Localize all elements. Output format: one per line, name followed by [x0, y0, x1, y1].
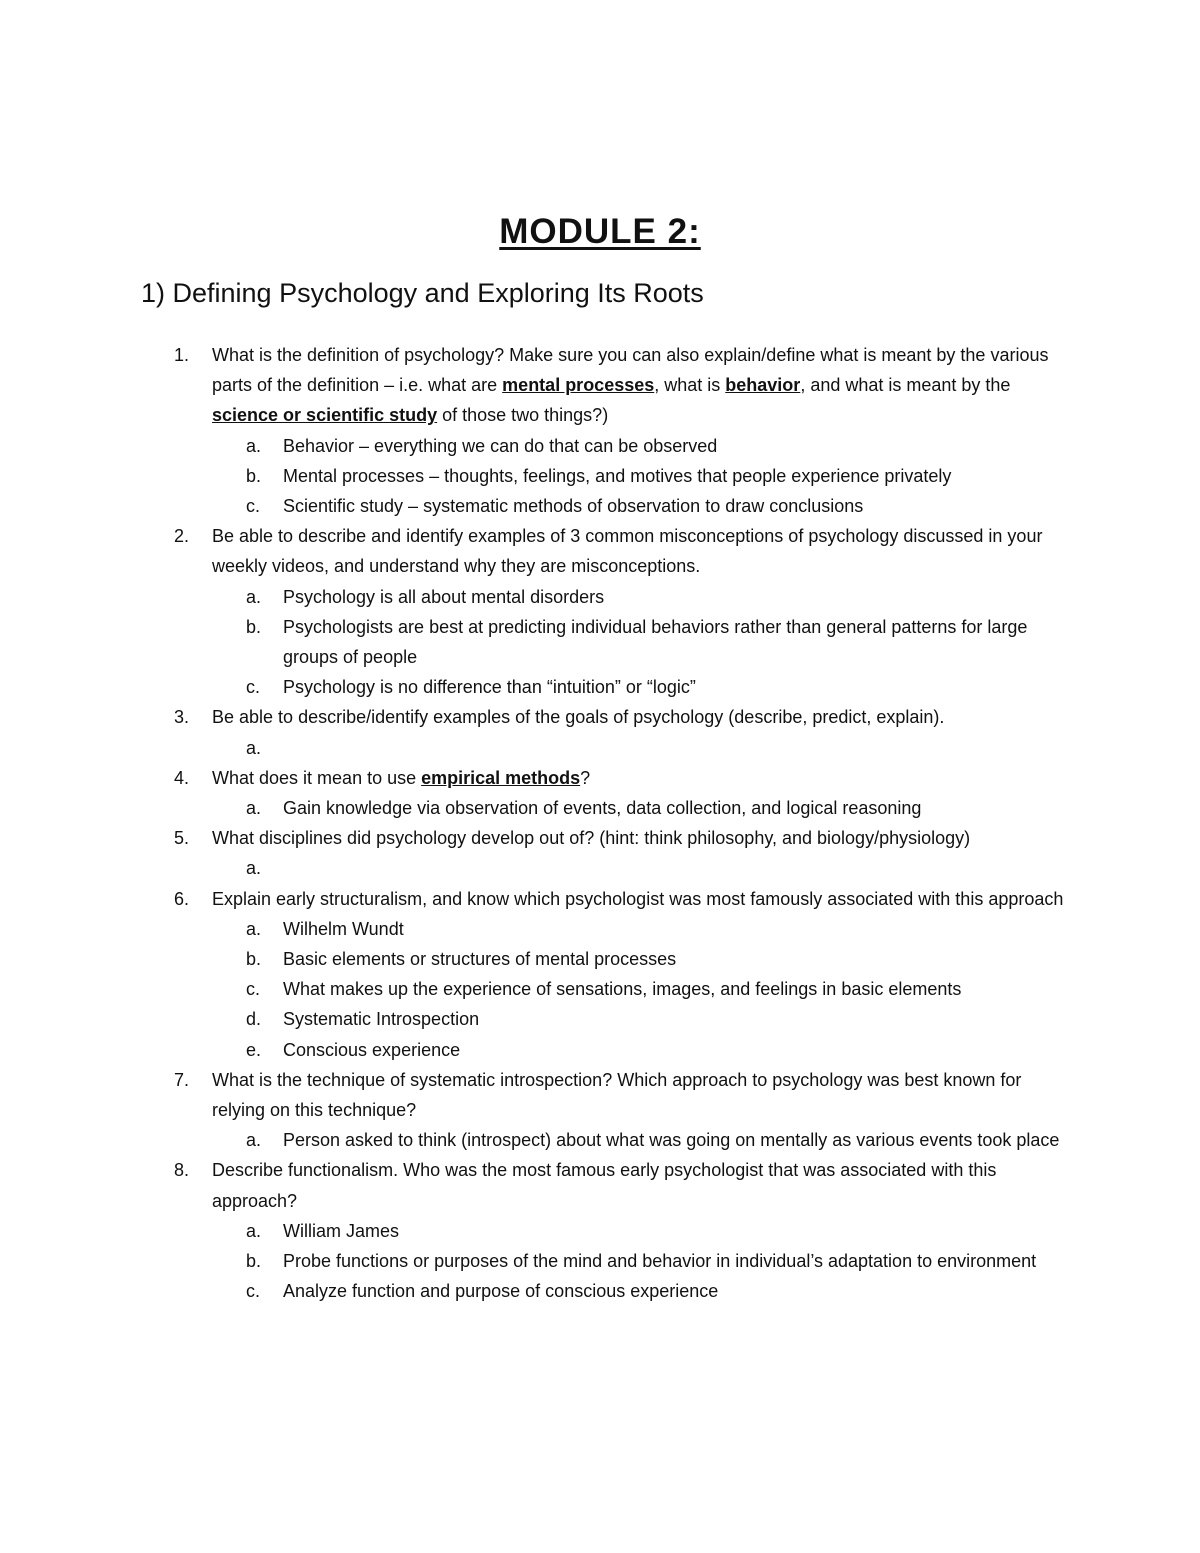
- question-text: Describe functionalism. Who was the most famous early psychologist that was associated with this approach?: [212, 1160, 997, 1211]
- answer-item: [0, 793, 1200, 823]
- answer-item: [0, 914, 1200, 944]
- question-text-part: What is the definition of psychology? Make sure you can also explain/define what is meant by the various parts of the definition – i.e. what are: [212, 345, 1049, 396]
- answer-letter: a.: [246, 918, 262, 939]
- section-heading: 1) Defining Psychology and Exploring Its Roots: [141, 278, 704, 308]
- answer-item: [0, 1276, 1200, 1306]
- answer-text: Psychologists are best at predicting individual behaviors rather than general patterns for large groups of people: [283, 616, 1028, 668]
- answer-item: [0, 733, 1200, 763]
- question-text: [212, 345, 1048, 425]
- answer-text: Systematic Introspection: [283, 1009, 480, 1030]
- answer-text: Gain knowledge via observation of events, data collection, and logical reasoning: [283, 798, 922, 819]
- key-term-empirical-methods: empirical methods: [421, 767, 581, 788]
- answer-letter: a.: [246, 586, 262, 607]
- question-number: 5.: [174, 828, 190, 849]
- question-item: [0, 521, 1200, 581]
- answer-letter: d.: [246, 1009, 262, 1030]
- answer-text: Scientific study – systematic methods of observation to draw conclusions: [283, 496, 864, 517]
- key-term-scientific-study: science or scientific study: [212, 405, 438, 426]
- answer-item: [0, 853, 1200, 883]
- question-number: 6.: [174, 888, 190, 909]
- question-item: [0, 823, 1200, 853]
- answer-letter: a.: [246, 1130, 262, 1151]
- question-number: 8.: [174, 1160, 190, 1181]
- answer-text: Psychology is no difference than “intuition” or “logic”: [283, 677, 696, 698]
- question-text: Be able to describe and identify examples of 3 common misconceptions of psychology discussed in your weekly videos, and understand why they are misconceptions.: [212, 526, 1043, 577]
- answer-item: [0, 974, 1200, 1004]
- answer-text: Basic elements or structures of mental processes: [283, 949, 677, 970]
- answer-item: [0, 431, 1200, 461]
- question-item: [0, 1065, 1200, 1125]
- question-number: 4.: [174, 767, 190, 788]
- answer-item: [0, 1246, 1200, 1276]
- answer-letter: b.: [246, 1251, 262, 1272]
- answer-text: [283, 858, 288, 878]
- answer-item: [0, 672, 1200, 702]
- answer-text: Person asked to think (introspect) about what was going on mentally as various events took place: [283, 1130, 1060, 1151]
- answer-text: Wilhelm Wundt: [283, 918, 404, 939]
- module-title: MODULE 2:: [499, 212, 701, 251]
- question-text: Explain early structuralism, and know which psychologist was most famously associated with this approach: [212, 888, 1064, 909]
- question-list: [0, 340, 1200, 1307]
- answer-letter: a.: [246, 798, 262, 819]
- question-number: 1.: [174, 345, 190, 365]
- question-number: 3.: [174, 707, 190, 728]
- answer-letter: c.: [246, 677, 261, 698]
- answer-text: What makes up the experience of sensations, images, and feelings in basic elements: [283, 979, 962, 1000]
- answer-text: Probe functions or purposes of the mind and behavior in individual’s adaptation to environment: [283, 1251, 1037, 1272]
- question-number: 2.: [174, 526, 190, 547]
- answer-letter: b.: [246, 949, 262, 970]
- answer-letter: a.: [246, 435, 262, 456]
- question-text: Be able to describe/identify examples of the goals of psychology (describe, predict, explain).: [212, 707, 945, 728]
- question-text-part: , and what is meant by the: [800, 375, 1011, 396]
- answer-letter: e.: [246, 1039, 262, 1060]
- answer-item: [0, 944, 1200, 974]
- answer-item: [0, 612, 1200, 672]
- answer-item: [0, 1216, 1200, 1246]
- question-number: 7.: [174, 1069, 190, 1090]
- answer-letter: c.: [246, 1281, 261, 1302]
- question-item: [0, 1155, 1200, 1215]
- answer-item: [0, 491, 1200, 521]
- question-item: [0, 763, 1200, 793]
- question-item: [0, 884, 1200, 914]
- answer-letter: b.: [246, 616, 262, 637]
- answer-letter: b.: [246, 465, 262, 486]
- question-text: What is the technique of systematic introspection? Which approach to psychology was best known for relying on this technique?: [212, 1069, 1022, 1121]
- answer-letter: a.: [246, 1220, 262, 1241]
- answer-item: [0, 461, 1200, 491]
- answer-text: [283, 738, 288, 758]
- answer-item: [0, 1004, 1200, 1034]
- answer-item: [0, 1035, 1200, 1065]
- key-term-mental-processes: mental processes: [502, 375, 655, 396]
- question-text-part: ?: [580, 767, 591, 788]
- answer-item: [0, 582, 1200, 612]
- question-item: [0, 340, 1200, 431]
- answer-text: Psychology is all about mental disorders: [283, 586, 605, 607]
- answer-letter: a.: [246, 737, 262, 758]
- answer-text: William James: [283, 1220, 400, 1241]
- answer-text: Mental processes – thoughts, feelings, and motives that people experience privately: [283, 465, 952, 486]
- answer-text: Behavior – everything we can do that can be observed: [283, 435, 718, 456]
- answer-item: [0, 1125, 1200, 1155]
- question-text: [212, 768, 590, 788]
- question-text-part: of those two things?): [437, 405, 609, 426]
- answer-text: Analyze function and purpose of conscious experience: [283, 1281, 719, 1302]
- answer-text: Conscious experience: [283, 1039, 461, 1060]
- question-text-part: , what is: [654, 375, 726, 396]
- answer-letter: c.: [246, 496, 261, 517]
- key-term-behavior: behavior: [725, 375, 801, 396]
- answer-letter: a.: [246, 858, 262, 879]
- answer-letter: c.: [246, 979, 261, 1000]
- question-item: [0, 702, 1200, 732]
- question-text: What disciplines did psychology develop out of? (hint: think philosophy, and biology/physiology): [212, 828, 971, 849]
- question-text-part: What does it mean to use: [212, 767, 422, 788]
